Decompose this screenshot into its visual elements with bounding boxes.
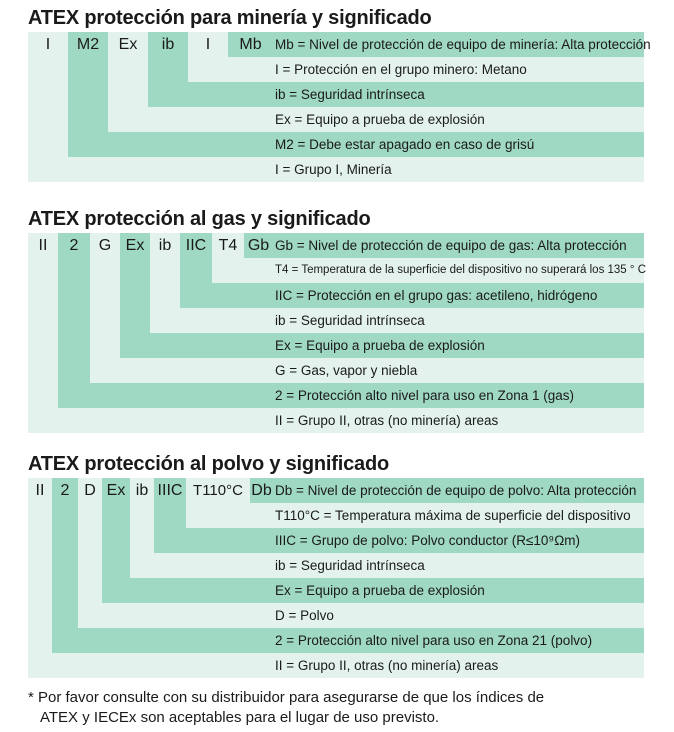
code-table: [28, 233, 644, 433]
section-2: [28, 207, 644, 433]
code-5: ib: [158, 237, 172, 254]
code-3: Ex: [118, 36, 138, 53]
footnote: [28, 688, 644, 728]
row-description: G = Gas, vapor y niebla: [275, 363, 418, 378]
code-5: I: [205, 36, 211, 53]
section-3: [28, 452, 644, 678]
code-7: T4: [218, 237, 238, 254]
code-4: ib: [161, 36, 175, 53]
code-5: ib: [135, 482, 149, 499]
row-description: ib = Seguridad intrínseca: [275, 313, 425, 328]
footnote-line-1: * Por favor consulte con su distribuidor para asegurarse de que los índices de: [28, 689, 545, 706]
row-description: Ex = Equipo a prueba de explosión: [275, 583, 485, 598]
row-description: Ex = Equipo a prueba de explosión: [275, 338, 485, 353]
row-description: 2 = Protección alto nivel para uso en Zona 1 (gas): [275, 388, 575, 403]
code-2: 2: [60, 482, 70, 499]
code-column: [28, 233, 58, 408]
code-6: IIC: [185, 237, 207, 254]
row-description: Ex = Equipo a prueba de explosión: [275, 112, 485, 127]
code-4: Ex: [106, 482, 126, 499]
row-description: D = Polvo: [275, 608, 334, 623]
row-description: 2 = Protección alto nivel para uso en Zona 21 (polvo): [275, 633, 593, 648]
code-8: Gb: [247, 237, 270, 254]
row-description: I = Protección en el grupo minero: Metano: [275, 62, 527, 77]
table-row: [78, 603, 644, 628]
row-description: Db = Nivel de protección de equipo de polvo: Alta protección: [275, 483, 637, 498]
row-description: T4 = Temperatura de la superficie del dispositivo no superará los 135 ° C: [275, 264, 646, 276]
section-1: [28, 6, 651, 182]
code-6: Mb: [239, 36, 262, 53]
code-4: Ex: [125, 237, 145, 254]
row-description: IIC = Protección en el grupo gas: acetileno, hidrógeno: [275, 288, 598, 303]
row-description: IIIC = Grupo de polvo: Polvo conductor (R≤10⁹Ωm): [275, 533, 581, 548]
section-title: ATEX protección para minería y significado: [28, 7, 432, 29]
row-description: I = Grupo I, Minería: [275, 162, 392, 177]
code-8: Db: [251, 482, 272, 499]
code-1: I: [45, 36, 51, 53]
code-2: M2: [76, 36, 100, 53]
row-description: Gb = Nivel de protección de equipo de gas: Alta protección: [275, 238, 627, 253]
section-title: ATEX protección al polvo y significado: [28, 453, 389, 475]
section-title: ATEX protección al gas y significado: [28, 208, 371, 230]
code-table: [28, 32, 651, 182]
footnote-line-2: ATEX y IECEx son aceptables para el lugar de uso previsto.: [40, 709, 440, 726]
row-description: Mb = Nivel de protección de equipo de minería: Alta protección: [275, 37, 651, 52]
code-1: II: [38, 237, 48, 254]
code-6: IIIC: [157, 482, 183, 499]
row-description: T110°C = Temperatura máxima de superficie del dispositivo: [275, 508, 631, 523]
row-description: II = Grupo II, otras (no minería) areas: [275, 658, 499, 673]
code-table: [28, 478, 644, 678]
row-description: ib = Seguridad intrínseca: [275, 558, 425, 573]
code-1: II: [35, 482, 45, 499]
row-description: II = Grupo II, otras (no minería) areas: [275, 413, 499, 428]
code-3: D: [84, 482, 96, 499]
row-description: M2 = Debe estar apagado en caso de grisú: [275, 137, 535, 152]
code-3: G: [98, 237, 112, 254]
row-description: ib = Seguridad intrínseca: [275, 87, 425, 102]
code-2: 2: [69, 237, 79, 254]
code-column: [28, 478, 52, 653]
code-7: T110°C: [193, 482, 243, 499]
